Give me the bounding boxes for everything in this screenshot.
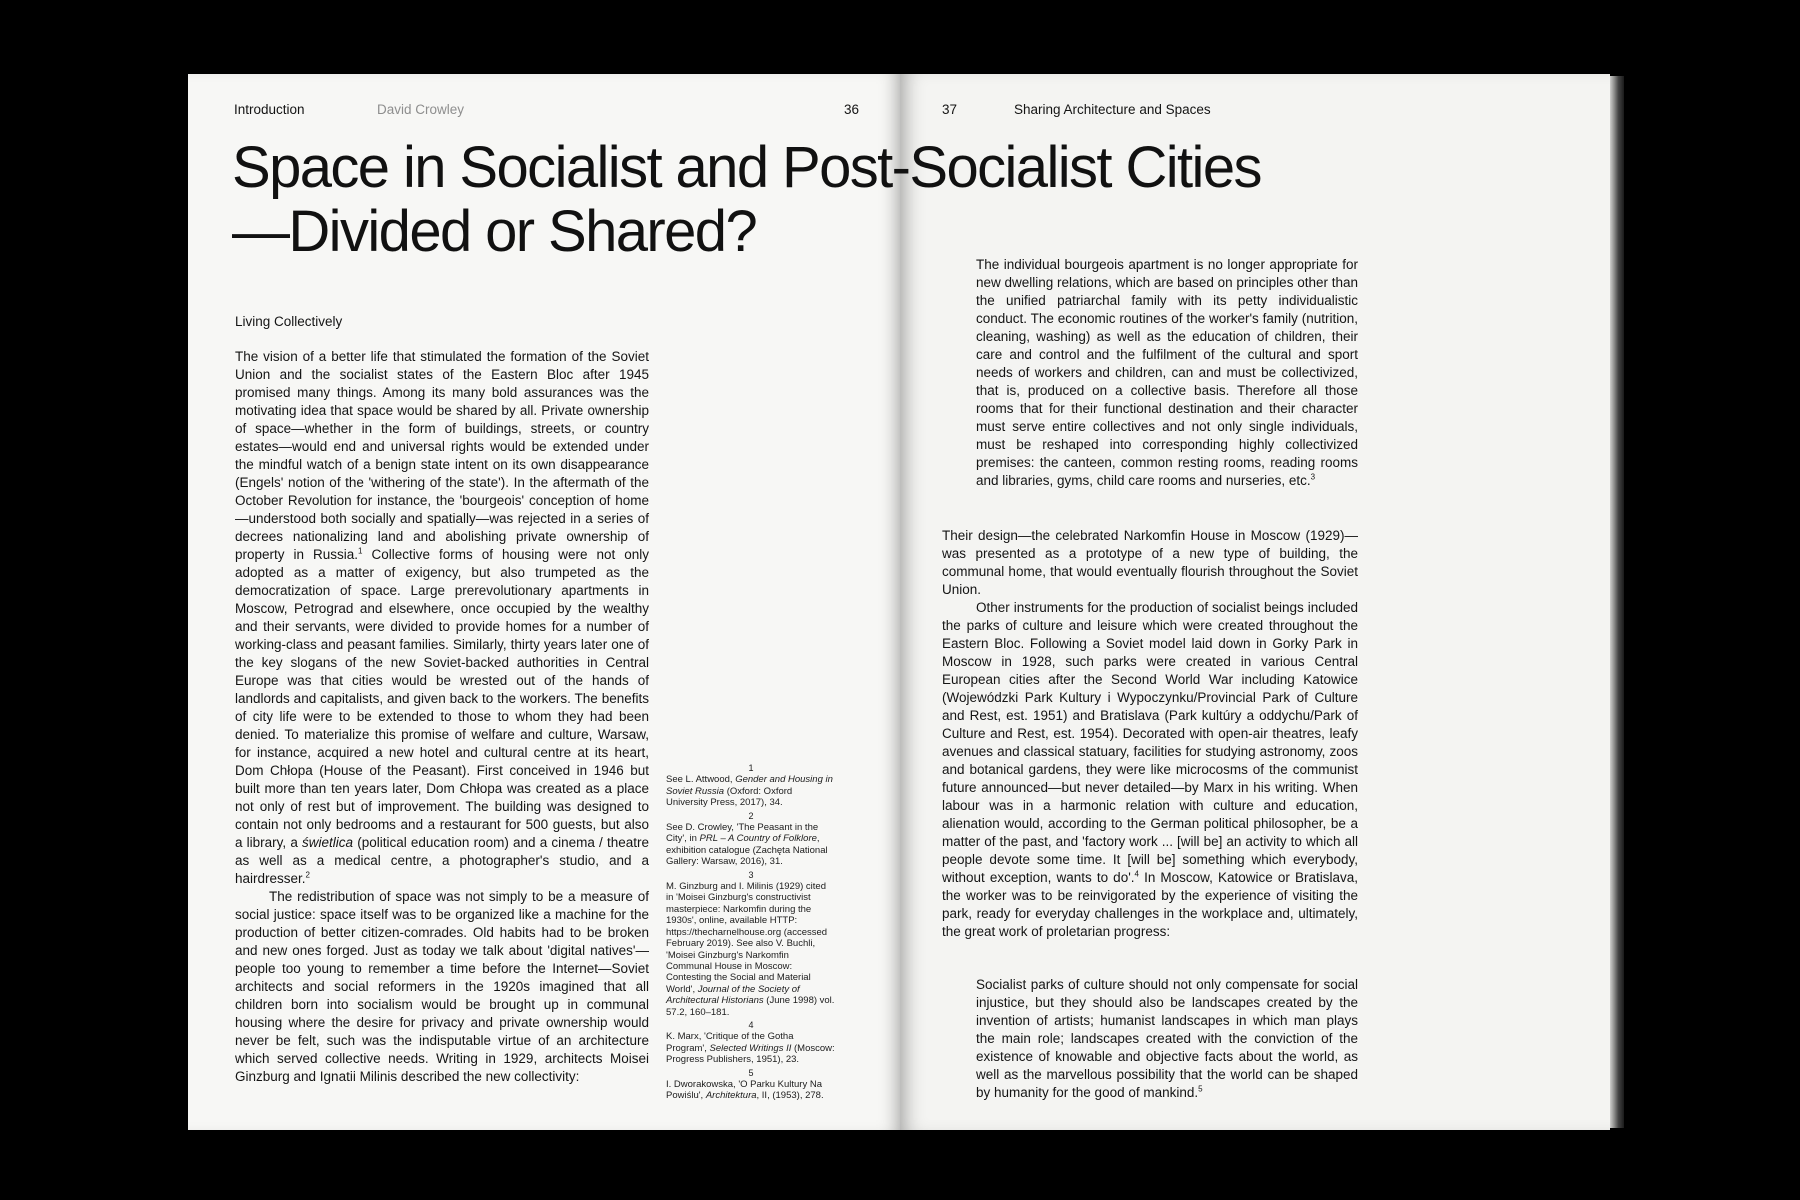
paragraph <box>942 599 1358 941</box>
footnote-text <box>666 881 836 1018</box>
footnote-ref: 3 <box>1310 472 1316 482</box>
paragraph-text: Collective forms of housing were not only adopted as a matter of exigency, but also trumpeted as the democratization of space. Large prerevolutionary apartments in Moscow, Petrograd and elsewhere, once occupied by the wealthy and their servants, were divided to provide homes for a number of working-class and peasant families. Similarly, thirty years later one of the key slogans of the new Soviet-backed authorities in Central Europe was that cities would be wrested out of the hands of landlords and capitalists, and given back to the workers. The benefits of city life were to be extended to those to whom they had been denied. To materialize this promise of welfare and culture, Warsaw, for instance, acquired a new hotel and cultural centre at its heart, Dom Chłopa (House of the Peasant). First conceived in 1946 but built more than ten years later, Dom Chłopa was created as a place not only of rest but of improvement. The building was designed to contain not only bedrooms and a restaurant for 500 guests, but also a library, a <box>235 547 649 850</box>
footnote-title: Journal of the Society of Architectural Historians <box>666 983 800 1007</box>
footnote-part: See D. Crowley, 'The Peasant in the City', in <box>666 822 819 845</box>
paragraph-text: Other instruments for the production of socialist beings included the parks of culture and leisure which were created throughout the Eastern Bloc. Following a Soviet model laid down in Gorky Park in Moscow in 1928, such parks were created in various Central European cities after the Second World War including Katowice (Wojewódzki Park Kultury i Wypoczynku/Provincial Park of Culture and Rest, est. 1951) and Bratislava (Park kultúry a oddychu/Park of Culture and Rest, est. 1954). Decorated with open-air theatres, leafy avenues and classical statuary, facilities for studying astronomy, zoos and botanical gardens, they were like microcosms of the communist future announced—but never detailed—by Marx in his writing. When labour was in a harmonic relation with culture and education, alienation would, according to the German political philosopher, be a matter of the past, and 'factory work ... [will be] an activity to which all people devote some time. It [will be] something which everybody, without exception, wants to do'. <box>942 600 1358 885</box>
footnote-text <box>666 1031 836 1065</box>
footnote-number: 2 <box>748 810 754 821</box>
italic-term: świetlica <box>302 835 354 850</box>
paragraph-text: In Moscow, Katowice or Bratislava, the worker was to be reinvigorated by the experience of visiting the park, ready for everyday challenges in the workplace and, ultimately, the great work of proletarian progress: <box>942 870 1358 939</box>
footnote <box>666 870 836 1018</box>
footnote-text <box>666 822 836 868</box>
footnote-part: (Oxford: Oxford University Press, 2017), 34. <box>666 785 793 809</box>
title-line: Space in Socialist and Post-Socialist Cities <box>232 135 1261 200</box>
footnote-ref: 4 <box>1134 869 1139 879</box>
quote-text: Socialist parks of culture should not only compensate for social injustice, but they should also be landscapes created by the invention of artists; humanist landscapes in which man plays the main role; landscapes created with the conviction of the existence of knowable and objective facts about the world, as well as the marvellous possibility that the world can be shaped by humanity for the good of mankind. <box>976 977 1358 1100</box>
footnote-part: See L. Attwood, <box>666 774 736 786</box>
quote-paragraph <box>976 976 1358 1102</box>
footnote-title: PRL – A Country of Folklore <box>699 833 817 845</box>
chapter-title <box>232 136 1261 264</box>
footnote <box>666 763 836 809</box>
title-line: —Divided or Shared? <box>232 199 757 264</box>
footnote-ref: 2 <box>305 870 310 880</box>
footnote-part: (June 1998) vol. 57.2, 160–181. <box>666 995 835 1018</box>
running-head-author: David Crowley <box>377 102 465 117</box>
footnote-part: M. Ginzburg and I. Milinis (1929) cited in 'Moisei Ginzburg's constructivist masterpiece: Narkomfin during the 1930s', online, available HTTP: https://thecharnelhouse.org (accessed February 2019). See also V. Buchli, 'Moisei Ginzburg's Narkomfin Communal House in Moscow: Contesting the Social and Material World', <box>666 881 828 995</box>
quote-paragraph <box>976 256 1358 490</box>
footnote-part: , II, (1953), 278. <box>756 1090 824 1102</box>
footnote-title: Gender and Housing in Soviet Russia <box>666 774 833 797</box>
footnote-number: 1 <box>748 763 754 773</box>
page-number-right: 37 <box>942 102 958 117</box>
footnote-part: I. Dworakowska, 'O Parku Kultury Na Powiślu', <box>666 1078 822 1102</box>
left-body-text <box>235 348 649 1086</box>
footnote-part: (Moscow: Progress Publishers, 1951), 23. <box>666 1042 835 1066</box>
footnote-number: 3 <box>748 869 754 880</box>
paragraph <box>235 348 649 888</box>
page-number-left: 36 <box>844 102 860 117</box>
section-heading: Living Collectively <box>235 314 343 329</box>
footnotes <box>666 763 836 1104</box>
footnote-title: Selected Writings II <box>709 1042 792 1054</box>
right-body-text <box>942 527 1358 941</box>
block-quote <box>976 976 1358 1102</box>
block-quote <box>976 256 1358 490</box>
footnote <box>666 1020 836 1066</box>
paragraph-text: (political education room) and a cinema / theatre as well as a medical centre, a photographer's studio, and a hairdresser. <box>235 835 649 886</box>
footnote-title: Architektura <box>705 1090 757 1102</box>
quote-text: The individual bourgeois apartment is no longer appropriate for new dwelling relations, which are based on principles other than the unified patriarchal family with its petty individualistic conduct. The economic routines of the worker's family (nutrition, cleaning, washing) as well as the education of children, their care and control and the fulfilment of the cultural and sport needs of workers and children, can and must be collectivized, that is, produced on a collective basis. Therefore all those rooms that for their functional destination and their character must serve entire collectives and not only single individuals, must be reshaped into corresponding highly collectivized premises: the canteen, common resting rooms, reading rooms and libraries, gyms, child care rooms and nurseries, etc. <box>976 257 1358 488</box>
footnote <box>666 1068 836 1102</box>
paragraph: The redistribution of space was not simply to be a measure of social justice: space itself was to be organized like a machine for the production of better citizen-comrades. Old habits had to be broken and new ones forged. Just as today we talk about 'digital natives'—people too young to remember a time before the Internet—Soviet architects and social reformers in the 1920s imagined that all children born into socialism would be brought up in communal housing where the desire for privacy and private ownership would never be felt, such was the indisputable virtue of an architecture which served collective needs. Writing in 1929, architects Moisei Ginzburg and Ignatii Milinis described the new collectivity: <box>235 889 649 1084</box>
running-head-section: Introduction <box>234 102 305 117</box>
footnote-number: 4 <box>748 1019 754 1030</box>
footnote-part: K. Marx, 'Critique of the Gotha Program', <box>666 1031 794 1054</box>
paragraph: Their design—the celebrated Narkomfin House in Moscow (1929)—was presented as a prototype of a new type of building, the communal home, that would eventually flourish throughout the Soviet Union. <box>942 528 1358 597</box>
footnote-number: 5 <box>748 1067 754 1078</box>
paragraph-text: The vision of a better life that stimulated the formation of the Soviet Union and the socialist states of the Eastern Bloc after 1945 promised many things. Among its many bold assurances was the motivating idea that space would be shared by all. Private ownership of space—whether in the form of buildings, streets, or country estates—would end and universal rights would be extended under the mindful watch of a benign state intent on its own disappearance (Engels' notion of the 'withering of the state'). In the aftermath of the October Revolution for instance, the 'bourgeois' conception of home—understood both socially and spatially—was rejected in a series of decrees nationalizing land and abolishing private ownership of property in Russia. <box>235 349 649 562</box>
footnote-ref: 1 <box>358 546 363 556</box>
footnote-part: , exhibition catalogue (Zachęta National Gallery: Warsaw, 2016), 31. <box>666 833 828 868</box>
running-head-section: Sharing Architecture and Spaces <box>1014 102 1211 117</box>
footnote <box>666 811 836 868</box>
page-edge <box>1610 76 1624 1128</box>
footnote-text <box>666 1079 836 1102</box>
footnote-text <box>666 774 836 808</box>
footnote-ref: 5 <box>1198 1084 1203 1094</box>
